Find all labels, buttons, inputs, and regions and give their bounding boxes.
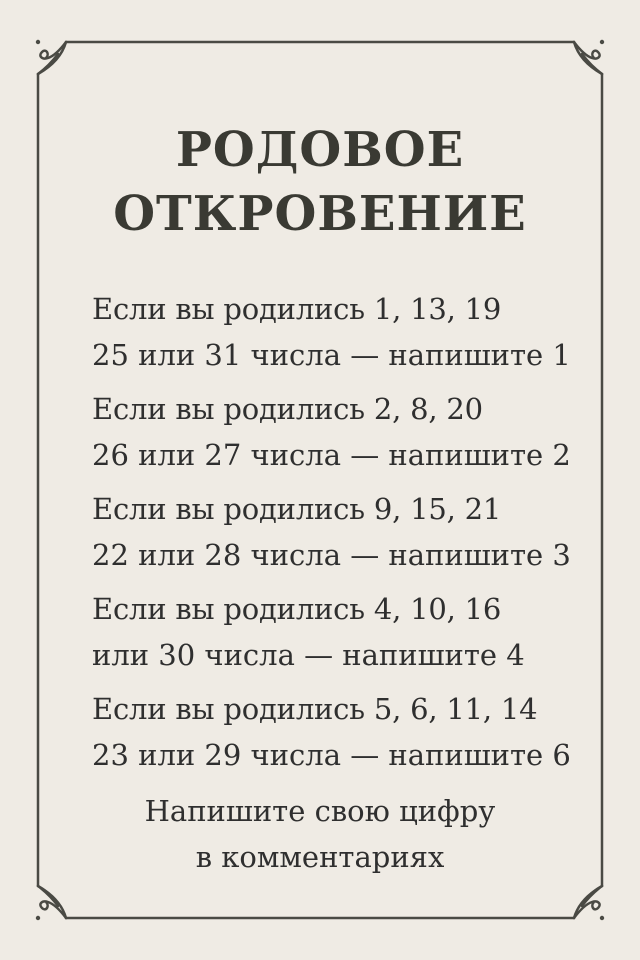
corner-dot-bottom-left	[36, 916, 40, 920]
call-to-action	[0, 788, 640, 880]
footer-line-1: Напишите свою цифру	[144, 794, 496, 828]
rule-5-line-2: 23 или 29 числа — напишите 6	[92, 738, 571, 772]
rule-2-line-1: Если вы родились 2, 8, 20	[92, 392, 483, 426]
rule-4-line-1: Если вы родились 4, 10, 16	[92, 592, 502, 626]
rule-5-line-1: Если вы родились 5, 6, 11, 14	[92, 692, 538, 726]
rule-item-4	[92, 586, 612, 686]
corner-dot-bottom-right	[600, 916, 604, 920]
corner-dot-top-left	[36, 40, 40, 44]
rule-1-line-1: Если вы родились 1, 13, 19	[92, 292, 502, 326]
corner-dot-top-right	[600, 40, 604, 44]
rule-3-line-1: Если вы родились 9, 15, 21	[92, 492, 502, 526]
footer-line-2: в комментариях	[195, 840, 445, 874]
rule-2-line-2: 26 или 27 числа — напишите 2	[92, 438, 571, 472]
rule-item-5	[92, 686, 612, 786]
title-line-1: РОДОВОЕ	[175, 122, 465, 178]
rules-list	[92, 286, 612, 786]
page-title	[0, 118, 640, 246]
rule-item-3	[92, 486, 612, 586]
rule-3-line-2: 22 или 28 числа — напишите 3	[92, 538, 571, 572]
rule-item-2	[92, 386, 612, 486]
rule-4-line-2: или 30 числа — напишите 4	[92, 638, 525, 672]
rule-item-1	[92, 286, 612, 386]
rule-1-line-2: 25 или 31 числа — напишите 1	[92, 338, 571, 372]
title-line-2: ОТКРОВЕНИЕ	[113, 186, 527, 242]
